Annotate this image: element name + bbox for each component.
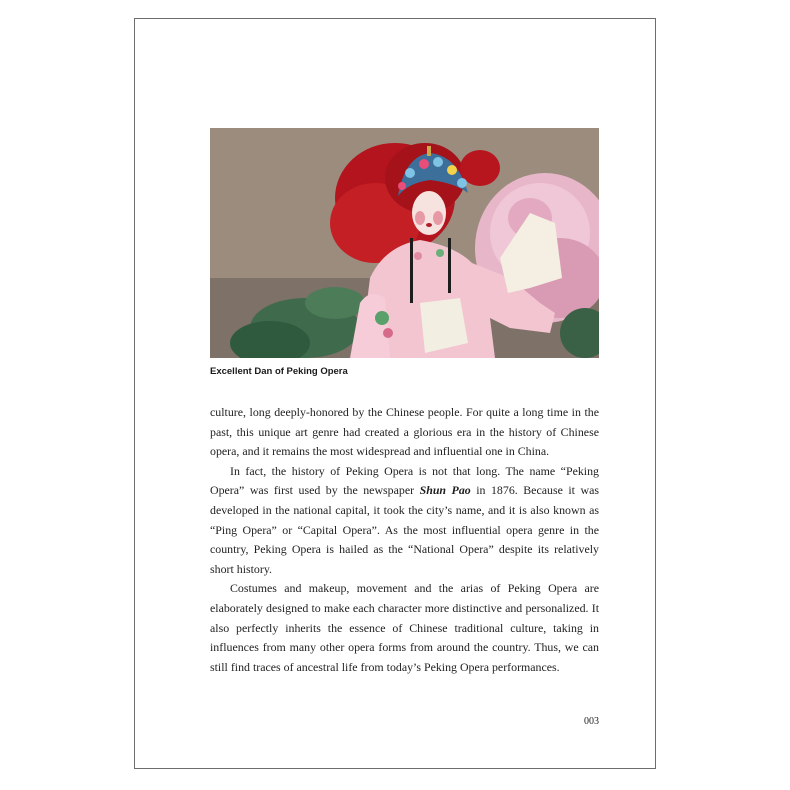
body-text	[210, 403, 599, 677]
paragraph-3: Costumes and makeup, movement and the arias of Peking Opera are elaborately designed to make each character more distinctive and personalized. It also perfectly inherits the essence of Chinese traditional culture, taking in influences from many other opera forms from around the country. Thus, we can still find traces of ancestral life from today’s Peking Opera performances.	[210, 581, 599, 674]
book-page	[134, 18, 656, 769]
paragraph-2-end: in 1876. Because it was developed in the national capital, it took the city’s name, and it is also known as “Ping Opera” or “Capital Opera”. As the most influential opera genre in the country, Peking Opera is hailed as the “National Opera” despite its relatively short history.	[210, 483, 599, 576]
newspaper-title: Shun Pao	[419, 483, 471, 498]
paragraph-1: culture, long deeply-honored by the Chinese people. For quite a long time in the past, this unique art genre had created a glorious era in the history of Chinese opera, and it remains the most widespread and influential one in China.	[210, 405, 599, 459]
page-number: 003	[584, 716, 599, 727]
peking-opera-photo	[210, 128, 599, 358]
paragraph-2	[210, 462, 599, 580]
photo-caption: Excellent Dan of Peking Opera	[210, 366, 348, 377]
opera-performer-image	[210, 128, 599, 358]
paragraph-2-start: In fact, the history of Peking Opera is not that long. The name “Peking Opera” was first used by the newspaper	[210, 463, 599, 498]
